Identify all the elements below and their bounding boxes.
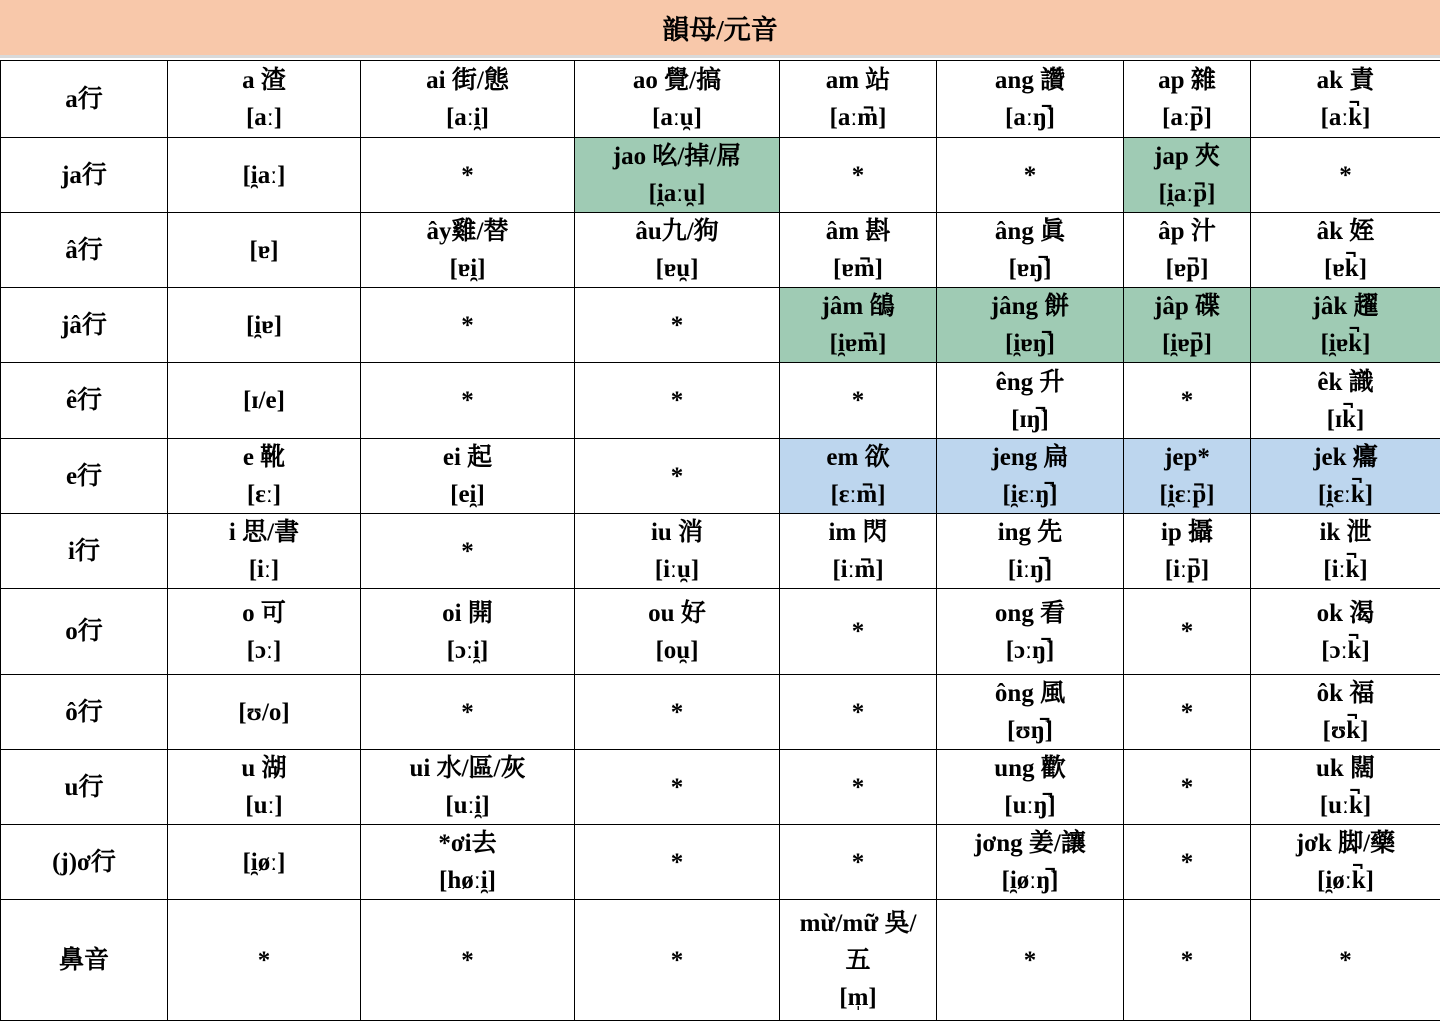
cell-text: âp 汁 — [1124, 213, 1250, 250]
table-cell — [168, 439, 361, 514]
table-cell — [575, 825, 780, 900]
table-cell — [1124, 288, 1251, 363]
table-cell — [1124, 61, 1251, 138]
cell-text: âm 斟 — [780, 213, 936, 250]
table-cell — [1251, 363, 1440, 439]
table-cell — [937, 213, 1124, 288]
table-row — [1, 61, 1440, 138]
table-cell — [1251, 825, 1440, 900]
ipa-text: [aːm̚] — [780, 99, 936, 136]
table-cell — [168, 213, 361, 288]
table-cell — [1124, 825, 1251, 900]
table-cell — [1251, 589, 1440, 675]
cell-text: * — [1124, 613, 1250, 650]
cell-text: * — [780, 613, 936, 650]
table-cell — [937, 900, 1124, 1021]
cell-text: * — [780, 844, 936, 881]
table-cell — [937, 589, 1124, 675]
cell-text: * — [361, 942, 574, 979]
ipa-text: [i̯ɐŋ̚] — [937, 325, 1123, 362]
cell-text: * — [1124, 769, 1250, 806]
table-cell — [780, 61, 937, 138]
cell-text: [ɐ] — [168, 232, 360, 269]
cell-text: jơng 姜/讓 — [937, 825, 1123, 862]
table-cell — [1124, 439, 1251, 514]
table-row — [1, 589, 1440, 675]
table-cell — [780, 138, 937, 213]
ipa-text: [i̯aːu̯] — [575, 175, 779, 212]
table-cell — [361, 439, 575, 514]
ipa-text: [ʊk̚] — [1251, 712, 1440, 749]
cell-text: i 思/書 — [168, 514, 360, 551]
cell-text: jao 吆/掉/屌 — [575, 138, 779, 175]
ipa-text: [ou̯] — [575, 632, 779, 669]
ipa-text: [iːp̚] — [1124, 551, 1250, 588]
table-cell — [361, 675, 575, 750]
table-cell — [937, 61, 1124, 138]
table-cell — [361, 213, 575, 288]
table-cell — [168, 138, 361, 213]
table-cell — [361, 750, 575, 825]
table-cell — [575, 439, 780, 514]
table-cell — [1124, 514, 1251, 589]
cell-text: [i̯øː] — [168, 844, 360, 881]
table-cell — [575, 675, 780, 750]
ipa-text: [ɐu̯] — [575, 250, 779, 287]
table-cell — [1124, 213, 1251, 288]
table-title: 韻母/元音 — [0, 0, 1440, 58]
ipa-text: [i̯ɛːp̚] — [1124, 476, 1250, 513]
cell-text: jek 癟 — [1251, 439, 1440, 476]
row-label: ô行 — [1, 675, 168, 750]
cell-text: * — [575, 942, 779, 979]
cell-text: ok 渴 — [1251, 595, 1440, 632]
ipa-text: [ɔːk̚] — [1251, 632, 1440, 669]
ipa-text: [aːi̯] — [361, 99, 574, 136]
table-row — [1, 514, 1440, 589]
cell-text: * — [575, 694, 779, 731]
table-cell — [1124, 675, 1251, 750]
cell-text: ôk 福 — [1251, 675, 1440, 712]
cell-text: * — [780, 769, 936, 806]
table-row — [1, 439, 1440, 514]
ipa-text: [iː] — [168, 551, 360, 588]
cell-text: * — [361, 694, 574, 731]
table-cell — [168, 825, 361, 900]
cell-text: * — [575, 382, 779, 419]
table-cell — [1251, 288, 1440, 363]
row-label: i行 — [1, 514, 168, 589]
table-cell — [1251, 138, 1440, 213]
row-label: e行 — [1, 439, 168, 514]
cell-text: * — [361, 382, 574, 419]
table-cell — [1251, 900, 1440, 1021]
cell-text: êng 升 — [937, 364, 1123, 401]
table-cell — [780, 675, 937, 750]
table-cell — [937, 288, 1124, 363]
cell-text: jeng 扁 — [937, 439, 1123, 476]
table-cell — [168, 589, 361, 675]
cell-text: [i̯aː] — [168, 157, 360, 194]
table-cell — [168, 288, 361, 363]
table-cell — [361, 138, 575, 213]
cell-text: ao 覺/搞 — [575, 62, 779, 99]
ipa-text: [ɐŋ̚] — [937, 250, 1123, 287]
row-label: ê行 — [1, 363, 168, 439]
row-label: jâ行 — [1, 288, 168, 363]
table-cell — [575, 514, 780, 589]
cell-text: oi 開 — [361, 595, 574, 632]
table-cell — [937, 363, 1124, 439]
table-cell — [780, 900, 937, 1021]
ipa-text: [ɪŋ̚] — [937, 401, 1123, 438]
cell-text: * — [575, 307, 779, 344]
cell-text: jep* — [1124, 439, 1250, 476]
table-cell — [780, 288, 937, 363]
cell-text: ai 街/態 — [361, 62, 574, 99]
ipa-text: [iːk̚] — [1251, 551, 1440, 588]
row-label: â行 — [1, 213, 168, 288]
table-cell — [937, 825, 1124, 900]
cell-text: ây雞/替 — [361, 213, 574, 250]
table-cell — [1124, 138, 1251, 213]
ipa-text: [i̯øːk̚] — [1251, 862, 1440, 899]
cell-text: * — [575, 844, 779, 881]
ipa-text: [aːp̚] — [1124, 99, 1250, 136]
table-cell — [780, 514, 937, 589]
table-cell — [361, 900, 575, 1021]
cell-text: *ơi去 — [361, 825, 574, 862]
ipa-text: [ei̯] — [361, 476, 574, 513]
cell-text: âk 姪 — [1251, 213, 1440, 250]
table-row — [1, 288, 1440, 363]
table-cell — [1251, 675, 1440, 750]
ipa-text: [aː] — [168, 99, 360, 136]
table-cell — [168, 900, 361, 1021]
ipa-text: [aːk̚] — [1251, 99, 1440, 136]
cell-text: * — [575, 458, 779, 495]
cell-text: 五 — [780, 942, 936, 979]
ipa-text: [uːi̯] — [361, 787, 574, 824]
ipa-text: [iːm̚] — [780, 551, 936, 588]
cell-text: em 欲 — [780, 439, 936, 476]
table-cell — [1251, 439, 1440, 514]
cell-text: ak 責 — [1251, 62, 1440, 99]
cell-text: ung 歡 — [937, 750, 1123, 787]
cell-text: [ɪ/e] — [168, 382, 360, 419]
cell-text: am 站 — [780, 62, 936, 99]
table-cell — [937, 514, 1124, 589]
table-cell — [575, 213, 780, 288]
ipa-text: [i̯ɛːk̚] — [1251, 476, 1440, 513]
row-label: a行 — [1, 61, 168, 138]
cell-text: jâp 碟 — [1124, 288, 1250, 325]
cell-text: âng 眞 — [937, 213, 1123, 250]
table-cell — [361, 514, 575, 589]
cell-text: [i̯ɐ] — [168, 307, 360, 344]
ipa-text: [ɪk̚] — [1251, 401, 1440, 438]
ipa-text: [ʊŋ̚] — [937, 712, 1123, 749]
cell-text: * — [1124, 382, 1250, 419]
ipa-text: [aːŋ̚] — [937, 99, 1123, 136]
cell-text: im 閃 — [780, 514, 936, 551]
table-row — [1, 213, 1440, 288]
table-cell — [361, 589, 575, 675]
table-cell — [780, 213, 937, 288]
ipa-text: [ɔː] — [168, 632, 360, 669]
table-cell — [361, 363, 575, 439]
table-cell — [780, 439, 937, 514]
table-cell — [1251, 514, 1440, 589]
ipa-text: [i̯ɐp̚] — [1124, 325, 1250, 362]
table-cell — [1124, 589, 1251, 675]
table-cell — [575, 589, 780, 675]
ipa-text: [m̩] — [780, 979, 936, 1016]
cell-text: jâm 鵮 — [780, 288, 936, 325]
vowel-table — [0, 60, 1440, 1021]
table-cell — [780, 589, 937, 675]
table-cell — [361, 61, 575, 138]
ipa-text: [uː] — [168, 787, 360, 824]
table-cell — [937, 138, 1124, 213]
ipa-text: [i̯ɐm̚] — [780, 325, 936, 362]
table-cell — [937, 439, 1124, 514]
table-row — [1, 750, 1440, 825]
ipa-text: [iːŋ̚] — [937, 551, 1123, 588]
cell-text: iu 消 — [575, 514, 779, 551]
row-label: ja行 — [1, 138, 168, 213]
cell-text: * — [361, 533, 574, 570]
ipa-text: [høːi̯] — [361, 862, 574, 899]
cell-text: âu九/狗 — [575, 213, 779, 250]
cell-text: * — [1124, 694, 1250, 731]
table-row — [1, 900, 1440, 1021]
table-cell — [168, 514, 361, 589]
table-cell — [168, 675, 361, 750]
table-cell — [575, 750, 780, 825]
table-row — [1, 675, 1440, 750]
table-cell — [1251, 213, 1440, 288]
ipa-text: [ɐi̯] — [361, 250, 574, 287]
table-row — [1, 363, 1440, 439]
cell-text: * — [361, 157, 574, 194]
table-cell — [575, 363, 780, 439]
table-cell — [1124, 750, 1251, 825]
cell-text: * — [361, 307, 574, 344]
ipa-text: [i̯aːp̚] — [1124, 175, 1250, 212]
cell-text: [ʊ/o] — [168, 694, 360, 731]
ipa-text: [aːu̯] — [575, 99, 779, 136]
ipa-text: [i̯øːŋ̚] — [937, 862, 1123, 899]
cell-text: mừ/mữ 吳/ — [780, 905, 936, 942]
table-cell — [361, 825, 575, 900]
ipa-text: [ɐm̚] — [780, 250, 936, 287]
cell-text: * — [1124, 844, 1250, 881]
cell-text: ing 先 — [937, 514, 1123, 551]
cell-text: * — [168, 942, 360, 979]
table-cell — [168, 363, 361, 439]
cell-text: ou 好 — [575, 595, 779, 632]
cell-text: e 靴 — [168, 439, 360, 476]
table-cell — [1251, 61, 1440, 138]
row-label: (j)ơ行 — [1, 825, 168, 900]
table-row — [1, 825, 1440, 900]
ipa-text: [ɛː] — [168, 476, 360, 513]
ipa-text: [iːu̯] — [575, 551, 779, 588]
ipa-text: [ɔːŋ̚] — [937, 632, 1123, 669]
table-cell — [575, 288, 780, 363]
cell-text: ong 看 — [937, 595, 1123, 632]
cell-text: ang 讚 — [937, 62, 1123, 99]
ipa-text: [ɐp̚] — [1124, 250, 1250, 287]
table-cell — [575, 61, 780, 138]
cell-text: jâk 趯 — [1251, 288, 1440, 325]
table-cell — [780, 363, 937, 439]
cell-text: ui 水/區/灰 — [361, 750, 574, 787]
ipa-text: [ɐk̚] — [1251, 250, 1440, 287]
cell-text: ông 風 — [937, 675, 1123, 712]
cell-text: jâng 餅 — [937, 288, 1123, 325]
table-cell — [1124, 363, 1251, 439]
table-cell — [575, 138, 780, 213]
table-cell — [1124, 900, 1251, 1021]
cell-text: jơk 脚/藥 — [1251, 825, 1440, 862]
cell-text: u 湖 — [168, 750, 360, 787]
cell-text: * — [780, 694, 936, 731]
cell-text: ei 起 — [361, 439, 574, 476]
ipa-text: [ɛːm̚] — [780, 476, 936, 513]
table-cell — [575, 900, 780, 1021]
row-label: 鼻音 — [1, 900, 168, 1021]
table-row — [1, 138, 1440, 213]
ipa-text: [i̯ɛːŋ̚] — [937, 476, 1123, 513]
cell-text: a 渣 — [168, 62, 360, 99]
row-label: o行 — [1, 589, 168, 675]
cell-text: êk 識 — [1251, 364, 1440, 401]
cell-text: * — [780, 157, 936, 194]
cell-text: ip 攝 — [1124, 514, 1250, 551]
table-cell — [937, 675, 1124, 750]
table-cell — [780, 825, 937, 900]
ipa-text: [ɔːi̯] — [361, 632, 574, 669]
cell-text: * — [937, 942, 1123, 979]
table-cell — [937, 750, 1124, 825]
cell-text: * — [575, 769, 779, 806]
cell-text: * — [780, 382, 936, 419]
table-cell — [1251, 750, 1440, 825]
cell-text: jap 夾 — [1124, 138, 1250, 175]
row-label: u行 — [1, 750, 168, 825]
cell-text: ik 泄 — [1251, 514, 1440, 551]
ipa-text: [uːk̚] — [1251, 787, 1440, 824]
ipa-text: [uːŋ̚] — [937, 787, 1123, 824]
table-cell — [168, 61, 361, 138]
table-cell — [168, 750, 361, 825]
cell-text: * — [1124, 942, 1250, 979]
cell-text: * — [1251, 157, 1440, 194]
cell-text: * — [1251, 942, 1440, 979]
cell-text: o 可 — [168, 595, 360, 632]
cell-text: uk 闊 — [1251, 750, 1440, 787]
table-cell — [361, 288, 575, 363]
ipa-text: [i̯ɐk̚] — [1251, 325, 1440, 362]
cell-text: ap 雜 — [1124, 62, 1250, 99]
table-cell — [780, 750, 937, 825]
cell-text: * — [937, 157, 1123, 194]
